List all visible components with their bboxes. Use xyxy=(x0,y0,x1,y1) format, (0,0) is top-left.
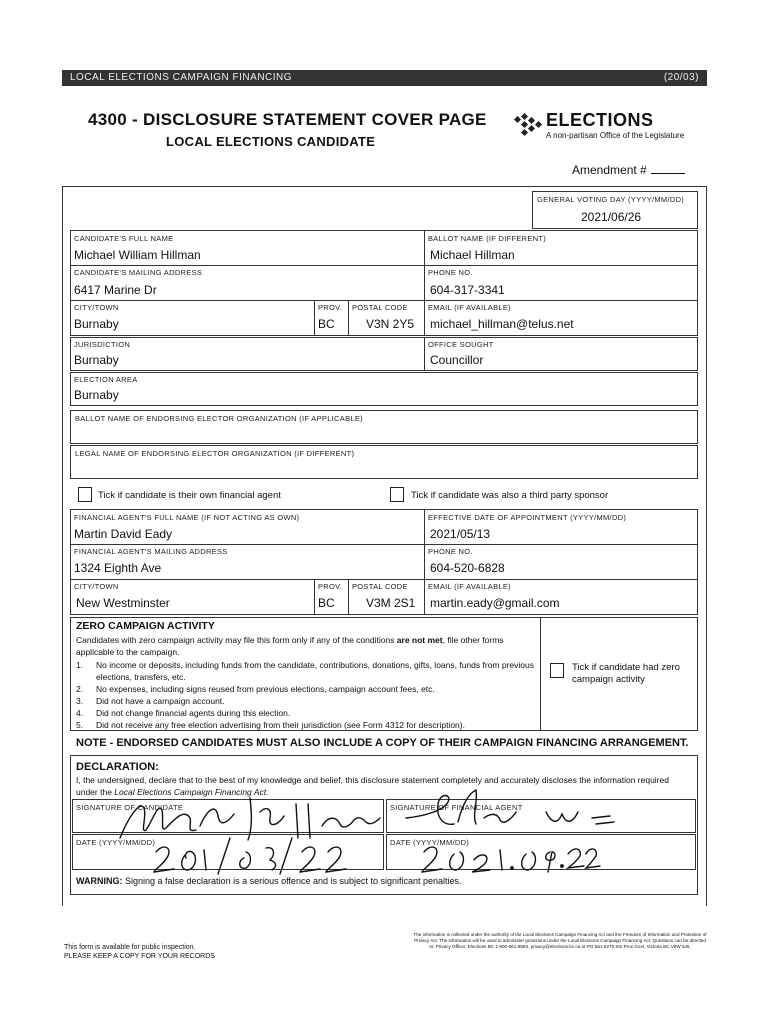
endorsing-ballot-name-label: BALLOT NAME OF ENDORSING ELECTOR ORGANIZATION (IF APPLICABLE) xyxy=(75,414,363,423)
agent-email-label: EMAIL (IF AVAILABLE) xyxy=(428,582,511,591)
zero-activity-intro xyxy=(76,634,536,658)
candidate-prov-label: PROV. xyxy=(318,303,343,312)
agent-city-value[interactable]: New Westminster xyxy=(76,596,170,610)
form-version: (20/03) xyxy=(663,72,699,83)
condition-text: No income or deposits, including funds from the candidate, contributions, donations, gifts, loans, funds from previous elections, transfers, etc. xyxy=(96,660,534,682)
own-agent-label: Tick if candidate is their own financial agent xyxy=(98,490,281,501)
warning-label: WARNING: xyxy=(76,876,123,886)
own-agent-checkbox[interactable] xyxy=(78,487,92,502)
declaration-heading: DECLARATION: xyxy=(76,761,159,773)
agent-appointment-date-label: EFFECTIVE DATE OF APPOINTMENT (YYYY/MM/DD) xyxy=(428,513,627,522)
candidate-prov-value[interactable]: BC xyxy=(318,317,335,331)
jurisdiction-value[interactable]: Burnaby xyxy=(74,353,119,367)
ballot-name-label: BALLOT NAME (IF DIFFERENT) xyxy=(428,234,547,243)
voting-day-value[interactable]: 2021/06/26 xyxy=(581,210,642,224)
candidate-name-label: CANDIDATE'S FULL NAME xyxy=(74,234,174,243)
condition-item xyxy=(76,719,536,731)
zero-intro-part-2: , file other forms applicable to the campaign. xyxy=(76,635,504,657)
candidate-signature-label: SIGNATURE OF CANDIDATE xyxy=(76,803,184,812)
voting-day-label: GENERAL VOTING DAY (YYYY/MM/DD) xyxy=(537,195,685,204)
zero-conditions-list xyxy=(76,659,536,731)
condition-item xyxy=(76,695,536,707)
condition-number: 1. xyxy=(76,660,84,670)
condition-text: No expenses, including signs reused from previous elections, campaign account fees, etc. xyxy=(96,684,435,694)
third-party-label: Tick if candidate was also a third party sponsor xyxy=(411,490,609,501)
footer-public-inspection xyxy=(64,943,215,961)
amendment-blank[interactable] xyxy=(651,163,685,174)
office-sought-label: OFFICE SOUGHT xyxy=(428,340,494,349)
endorsing-ballot-name-box[interactable] xyxy=(70,410,698,444)
candidate-name-value[interactable]: Michael William Hillman xyxy=(74,248,201,262)
endorsing-legal-name-label: LEGAL NAME OF ENDORSING ELECTOR ORGANIZATION (IF DIFFERENT) xyxy=(75,449,355,458)
agent-address-label: FINANCIAL AGENT'S MAILING ADDRESS xyxy=(74,547,228,556)
agent-address-value[interactable]: 1324 Eighth Ave xyxy=(74,561,162,575)
condition-number: 3. xyxy=(76,696,84,706)
amendment-field xyxy=(572,163,685,177)
agent-handwritten-signature xyxy=(396,782,636,836)
condition-number: 5. xyxy=(76,720,84,730)
agent-prov-label: PROV. xyxy=(318,582,343,591)
endorsed-candidates-note: NOTE - ENDORSED CANDIDATES MUST ALSO INCLUDE A COPY OF THEIR CAMPAIGN FINANCING ARRANGEMENT. xyxy=(76,737,689,749)
condition-item xyxy=(76,683,536,695)
agent-phone-label: PHONE NO. xyxy=(428,547,473,556)
candidate-city-label: CITY/TOWN xyxy=(74,303,119,312)
candidate-address-value[interactable]: 6417 Marine Dr xyxy=(74,283,157,297)
candidate-handwritten-date xyxy=(138,836,348,876)
agent-postal-label: POSTAL CODE xyxy=(352,582,408,591)
agent-name-label: FINANCIAL AGENT'S FULL NAME (IF NOT ACTING AS OWN) xyxy=(74,513,300,522)
zero-activity-heading: ZERO CAMPAIGN ACTIVITY xyxy=(76,620,215,632)
agent-email-value[interactable]: martin.eady@gmail.com xyxy=(430,596,560,610)
election-area-value[interactable]: Burnaby xyxy=(74,388,119,402)
endorsing-legal-name-box[interactable] xyxy=(70,445,698,479)
elections-bc-logo-icon xyxy=(512,108,544,140)
jurisdiction-label: JURISDICTION xyxy=(74,340,131,349)
elections-logo-tagline: A non-partisan Office of the Legislature xyxy=(546,131,685,140)
zero-intro-part-1: Candidates with zero campaign activity may file this form only if any of the conditions xyxy=(76,635,397,645)
candidate-postal-label: POSTAL CODE xyxy=(352,303,408,312)
footer-line-1: This form is available for public inspection. xyxy=(64,944,196,951)
office-sought-value[interactable]: Councillor xyxy=(430,353,484,367)
candidate-city-value[interactable]: Burnaby xyxy=(74,317,119,331)
condition-item xyxy=(76,707,536,719)
declaration-act-name: Local Elections Campaign Financing Act. xyxy=(114,787,269,797)
agent-phone-value[interactable]: 604-520-6828 xyxy=(430,561,505,575)
candidate-phone-value[interactable]: 604-317-3341 xyxy=(430,283,505,297)
ballot-name-value[interactable]: Michael Hillman xyxy=(430,248,515,262)
form-banner xyxy=(62,70,707,86)
page-subtitle: LOCAL ELECTIONS CANDIDATE xyxy=(166,134,376,149)
jurisdiction-section xyxy=(70,337,698,371)
zero-activity-checkbox[interactable] xyxy=(550,663,564,678)
candidate-phone-label: PHONE NO. xyxy=(428,268,473,277)
agent-date-label: DATE (YYYY/MM/DD) xyxy=(390,838,470,847)
condition-number: 4. xyxy=(76,708,84,718)
warning-message: Signing a false declaration is a serious offence and is subject to significant penalties. xyxy=(122,876,462,886)
condition-text: Did not change financial agents during this election. xyxy=(96,708,291,718)
agent-signature-label: SIGNATURE OF FINANCIAL AGENT xyxy=(390,803,523,812)
condition-number: 2. xyxy=(76,684,84,694)
condition-item xyxy=(76,659,536,683)
amendment-label: Amendment # xyxy=(572,163,647,177)
condition-text: Did not receive any free election advertising from their jurisdiction (see Form 4312 for description). xyxy=(96,720,465,730)
footer-line-2: PLEASE KEEP A COPY FOR YOUR RECORDS xyxy=(64,953,215,960)
condition-text: Did not have a campaign account. xyxy=(96,696,225,706)
candidate-date-label: DATE (YYYY/MM/DD) xyxy=(76,838,156,847)
warning-text xyxy=(76,876,462,886)
election-area-section xyxy=(70,372,698,406)
elections-logo-name: ELECTIONS xyxy=(546,110,654,130)
voting-day-box xyxy=(532,191,698,229)
third-party-checkbox[interactable] xyxy=(390,487,404,502)
agent-city-label: CITY/TOWN xyxy=(74,582,119,591)
page-title: 4300 - DISCLOSURE STATEMENT COVER PAGE xyxy=(88,110,487,129)
declaration-text-main: I, the undersigned, declare that to the best of my knowledge and belief, this disclosure statement completely and accurately discloses the information required under the xyxy=(76,775,669,797)
zero-activity-tick-label: Tick if candidate had zero campaign activity xyxy=(572,662,680,685)
footer-privacy-notice: The information is collected under the authority of the Local Elections Campaign Financing Act and the Freedom of Information and Protection of Privacy Act. The information will be used to administer provisions under the Local Elections Campaign Financing Act. Questions can be directed to: Privacy Officer, Elections BC 1-800-661-8683, privacy@elections.bc.ca or PO Box 9275 Stn Prov Govt, Victoria BC V8W 9J6. xyxy=(413,932,707,949)
zero-intro-emphasis: are not met xyxy=(396,635,443,645)
election-area-label: ELECTION AREA xyxy=(74,375,138,384)
agent-prov-value[interactable]: BC xyxy=(318,596,335,610)
agent-name-value[interactable]: Martin David Eady xyxy=(74,527,173,541)
candidate-address-label: CANDIDATE'S MAILING ADDRESS xyxy=(74,268,203,277)
candidate-postal-value[interactable]: V3N 2Y5 xyxy=(366,317,415,331)
agent-handwritten-date xyxy=(420,840,600,874)
candidate-email-label: EMAIL (IF AVAILABLE) xyxy=(428,303,511,312)
agent-appointment-date-value[interactable]: 2021/05/13 xyxy=(430,527,491,541)
candidate-email-value[interactable]: michael_hillman@telus.net xyxy=(430,317,574,331)
agent-postal-value[interactable]: V3M 2S1 xyxy=(366,596,416,610)
banner-title: LOCAL ELECTIONS CAMPAIGN FINANCING xyxy=(70,72,293,83)
